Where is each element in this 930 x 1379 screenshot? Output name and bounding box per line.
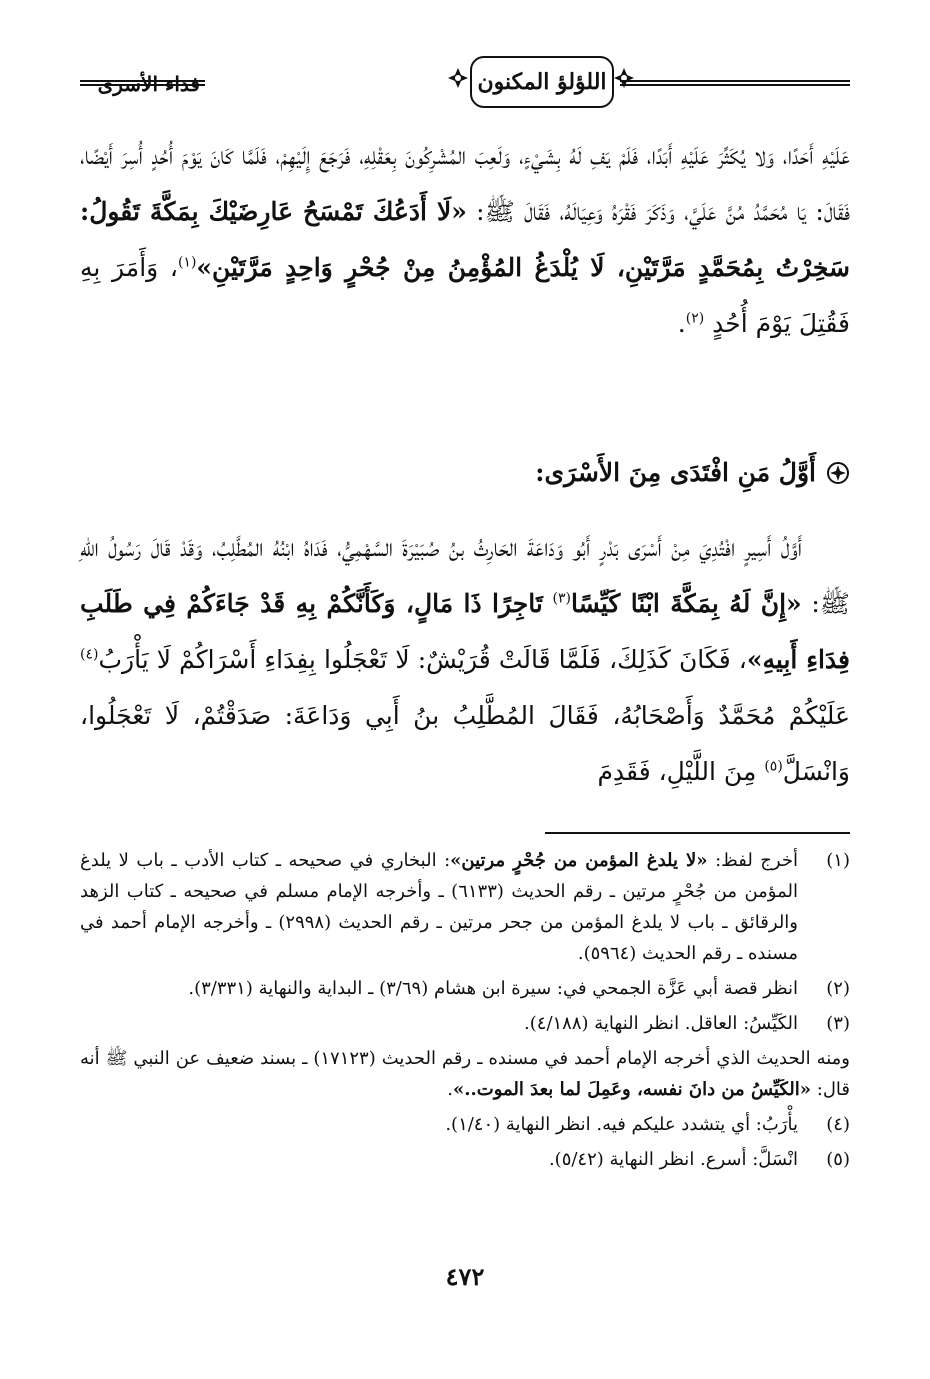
footnote-ref[interactable]: (٢) (685, 310, 705, 327)
body-paragraph-1 (80, 128, 850, 352)
footnote-text-part: . (447, 1079, 453, 1100)
footnote-text-part: ومنه الحديث الذي أخرجه الإمام أحمد في مسنده ـ رقم الحديث (١٧١٢٣) ـ بسند ضعيف عن النبي ﷺ أنه قال: (80, 1048, 850, 1100)
footnote-item (80, 1144, 850, 1175)
header-rule-right (620, 80, 850, 86)
footnote-separator (545, 832, 850, 834)
footnote-text-part: أخرج لفظ: (715, 850, 798, 871)
section-heading-text: أَوَّلُ مَنِ افْتَدَى مِنَ الأَسْرَى: (535, 458, 816, 487)
footnote-text: انظر قصة أبي عَزَّة الجمحي في: سيرة ابن هشام (٣/٦٩) ـ البداية والنهاية (٣/٣٣١). (188, 978, 798, 999)
footnote-text: انْسَلَّ: أسرع. انظر النهاية (٥/٤٢). (548, 1149, 798, 1170)
hadith-quote: تَاجِرًا ذَا مَالٍ، وَكَأَنَّكُمْ بِهِ قَدْ جَاءَكُمْ فِي طَلَبِ فِدَاءِ أَبِيهِ» (80, 589, 850, 674)
book-title: اللؤلؤ المكنون (470, 56, 614, 108)
footnote-quote: «لا يلدغ المؤمن من جُحْرٍ مرتين» (450, 850, 708, 871)
section-heading (80, 458, 850, 487)
footnote-text-part: : البخاري في صحيحه ـ كتاب الأدب ـ باب لا يلدغ المؤمن من جُحْرٍ مرتين ـ رقم الحديث (٦١٣٣) ـ وأخرجه الإمام مسلم في صحيحه ـ كتاب الزهد والرقائق ـ باب لا يلدغ المؤمن من جحر مرتين ـ رقم الحديث (٢٩٩٨) ـ وأخرجه الإمام أحمد في مسنده ـ رقم الحديث (٥٩٦٤). (80, 850, 798, 964)
body-text: . (677, 309, 686, 338)
footnote-ref[interactable]: (٥) (764, 758, 783, 775)
footnote-item (80, 1008, 850, 1039)
body-text: مِنَ اللَّيْلِ، فَقَدِمَ (597, 757, 757, 786)
footnote-number: (١) (826, 850, 850, 871)
footnote-ref[interactable]: (٣) (552, 590, 571, 607)
footnote-item (80, 845, 850, 969)
footnote-item (80, 973, 850, 1004)
body-text: عَلَيْهِ أَحَدًا، وَلا يُكَثِّرَ عَلَيْهِ أَبَدًا، فَلَمْ يَفِ لَهُ بِشَيْءٍ، وَلَعِبَ المُشْرِكُونَ بِعَقْلِهِ، فَرَجَعَ إِلَيْهِمْ، فَلَمَّا كَانَ يَوْمَ أُحُدٍ أُسِرَ أَيْضًا، فَقَالَ: يَا مُحَمَّدُ مُنَّ عَلَيَّ، وَذَكَرَ فَقْرَهُ وَعِيَالَهُ، فَقَالَ ﷺ: (80, 141, 850, 226)
ornament-icon (612, 66, 636, 90)
footnote-number: (٣) (826, 1013, 850, 1034)
body-text: ، وَأَمَرَ بِهِ فَقُتِلَ يَوْمَ أُحُدٍ (80, 253, 850, 338)
footnote-ref[interactable]: (٤) (80, 646, 99, 663)
hadith-quote: «لَا أَدَعُكَ تَمْسَحُ عَارِضَيْكَ بِمَكَّةَ تَقُولُ: سَخِرْتُ بِمُحَمَّدٍ مَرَّتَيْنِ، لَا يُلْدَغُ المُؤْمِنُ مِنْ جُحْرٍ وَاحِدٍ مَرَّتَيْنِ» (80, 197, 850, 282)
footnote-number: (٤) (826, 1114, 850, 1135)
page-number: ٤٧٢ (445, 1262, 485, 1291)
page-header (80, 50, 850, 114)
footnote-text (80, 845, 798, 969)
body-text: أَوَّلُ أَسِيرٍ افْتُدِيَ مِنْ أَسْرَى بَدْرٍ أَبُو وَدَاعَةَ الحَارِثُ بنُ صُبَيْرَةَ السَّهْمِيُّ، فَدَاهُ ابْنُهُ المُطَّلِبُ، وَقَدْ قَالَ رَسُولُ اللهِ ﷺ: (80, 533, 850, 618)
body-paragraph-2 (80, 520, 850, 800)
footnotes (80, 845, 850, 1179)
footnote-number: (٥) (826, 1149, 850, 1170)
footnote-continuation (80, 1043, 850, 1105)
footnote-ref[interactable]: (١) (177, 254, 197, 271)
hadith-quote: «إِنَّ لَهُ بِمَكَّةَ ابْنًا كَيِّسًا (570, 589, 802, 618)
footnote-number: (٢) (826, 978, 850, 999)
flower-bullet-icon (826, 461, 850, 485)
body-text: ، فَكَانَ كَذَلِكَ، فَلَمَّا قَالَتْ قُرَيْشٌ: لَا تَعْجَلُوا بِفِدَاءِ أَسْرَاكُمْ لَا يَأْرَبُ (98, 645, 747, 674)
chapter-title: فداء الأسرى (97, 72, 200, 96)
ornament-icon (446, 66, 470, 90)
footnote-item (80, 1109, 850, 1140)
footnote-text: الكَيِّسُ: العاقل. انظر النهاية (٤/١٨٨). (524, 1013, 798, 1034)
footnote-text: يأْرَبُ: أي يتشدد عليكم فيه. انظر النهاية (١/٤٠). (445, 1114, 798, 1135)
body-text: عَلَيْكُمْ مُحَمَّدٌ وَأَصْحَابُهُ، فَقَالَ المُطَّلِبُ بنُ أَبِي وَدَاعَةَ: صَدَقْتُمْ، لَا تَعْجَلُوا، وَانْسَلَّ (80, 701, 850, 786)
footnote-quote: «الكَيِّسُ من دانَ نفسه، وعَمِلَ لما بعدَ الموت..» (452, 1079, 812, 1100)
